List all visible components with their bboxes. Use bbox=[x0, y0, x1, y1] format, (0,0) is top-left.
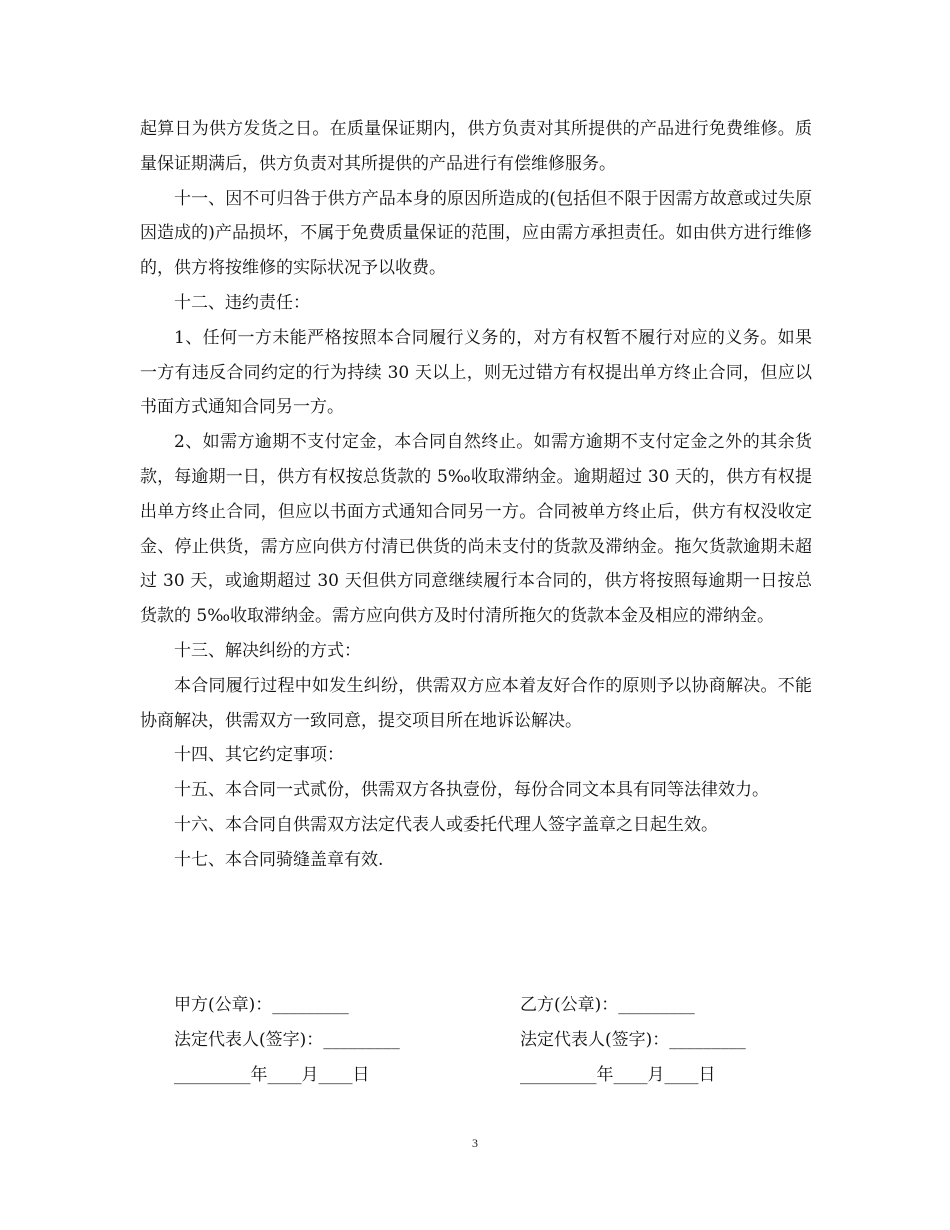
page-number: 3 bbox=[472, 1136, 478, 1150]
paragraph-warranty-start: 起算日为供方发货之日。在质量保证期内，供方负责对其所提供的产品进行免费维修。质量保证期满后，供方负责对其所提供的产品进行有偿维修服务。 bbox=[140, 119, 812, 174]
contract-body bbox=[140, 112, 812, 878]
heading-clause-12: 十二、违约责任： bbox=[174, 292, 310, 313]
party-b-seal-line: 乙方(公章)：_________ bbox=[520, 995, 695, 1015]
paragraph-clause-15: 十五、本合同一式贰份，供需双方各执壹份，每份合同文本具有同等法律效力。 bbox=[174, 780, 769, 801]
paragraph-clause-11: 十一、因不可归咎于供方产品本身的原因所造成的(包括但不限于因需方故意或过失原因造成的)产品损坏，不属于免费质量保证的范围，应由需方承担责任。如由供方进行维修的，供方将按维修的实际状况予以收费。 bbox=[140, 188, 812, 279]
paragraph-clause-17: 十七、本合同骑缝盖章有效. bbox=[174, 849, 384, 870]
paragraph-clause-12-item-1: 1、任何一方未能严格按照本合同履行义务的，对方有权暂不履行对应的义务。如果一方有违反合同约定的行为持续 30 天以上，则无过错方有权提出单方终止合同，但应以书面方式通知合同另一方。 bbox=[140, 327, 812, 418]
paragraph-clause-12-item-2: 2、如需方逾期不支付定金，本合同自然终止。如需方逾期不支付定金之外的其余货款，每逾期一日，供方有权按总货款的 5‰收取滞纳金。逾期超过 30 天的，供方有权提出单方终止合同，但应以书面方式通知合同另一方。合同被单方终止后，供方有权没收定金、停止供货，需方应向供方付清已供货的尚未支付的货款及滞纳金。拖欠货款逾期未超过 30 天，或逾期超过 30 天但供方同意继续履行本合同的，供方将按照每逾期一日按总货款的 5‰收取滞纳金。需方应向供方及时付清所拖欠的货款本金及相应的滞纳金。 bbox=[140, 432, 812, 627]
party-b-date-line: _________年____月____日 bbox=[520, 1065, 716, 1085]
paragraph-clause-16: 十六、本合同自供需双方法定代表人或委托代理人签字盖章之日起生效。 bbox=[174, 814, 718, 835]
party-b-representative-line: 法定代表人(签字)：_________ bbox=[520, 1030, 746, 1050]
heading-clause-13: 十三、解决纠纷的方式： bbox=[174, 640, 361, 661]
party-a-seal-line: 甲方(公章)：_________ bbox=[174, 995, 349, 1015]
party-a-date-line: _________年____月____日 bbox=[174, 1065, 370, 1085]
party-a-representative-line: 法定代表人(签字)：_________ bbox=[174, 1030, 400, 1050]
paragraph-clause-13: 本合同履行过程中如发生纠纷，供需双方应本着友好合作的原则予以协商解决。不能协商解决，供需双方一致同意，提交项目所在地诉讼解决。 bbox=[140, 675, 812, 731]
heading-clause-14: 十四、其它约定事项： bbox=[174, 745, 344, 766]
